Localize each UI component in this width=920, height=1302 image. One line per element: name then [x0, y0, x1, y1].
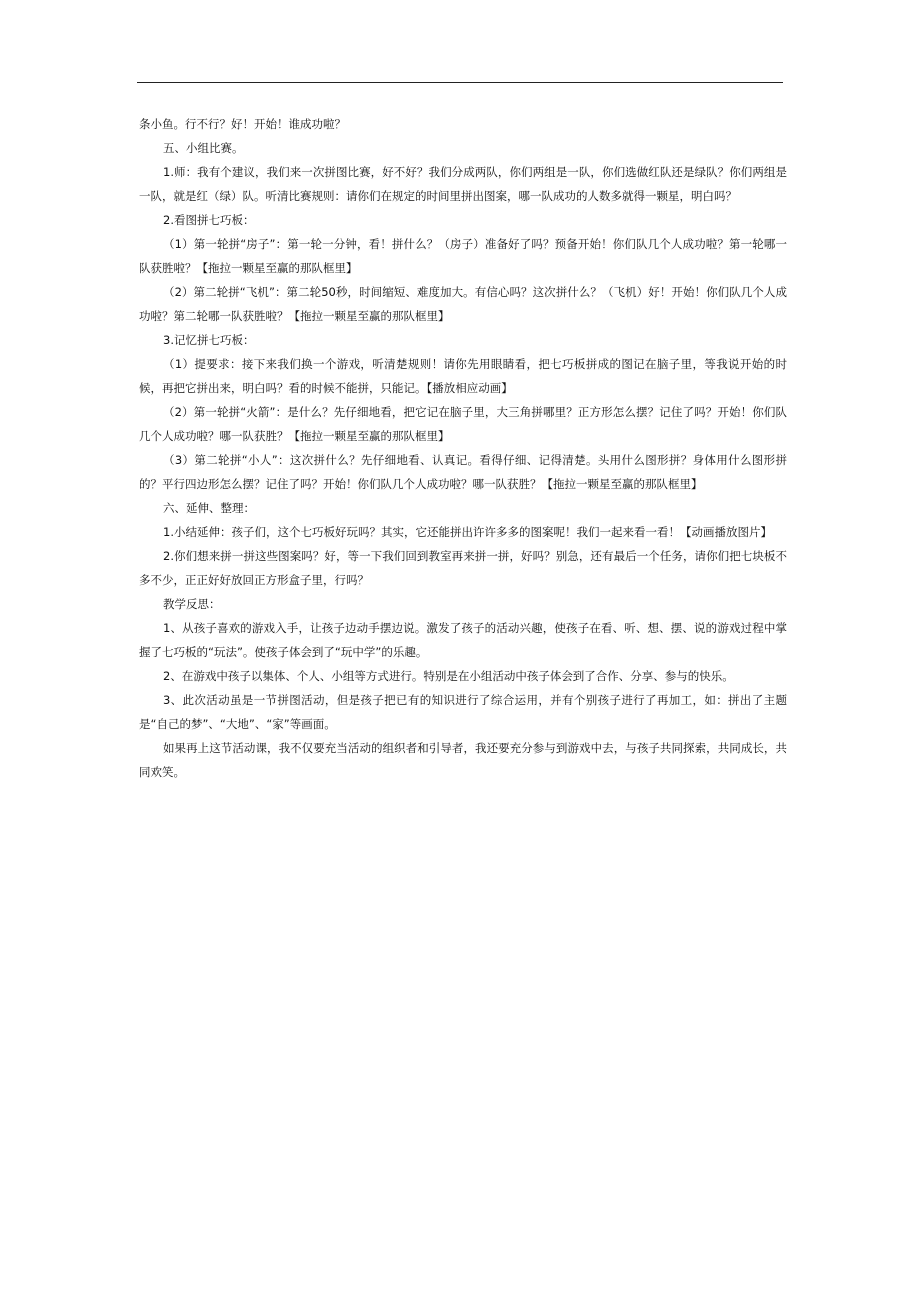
paragraph: （3）第二轮拼“小人”：这次拼什么？先仔细地看、认真记。看得仔细、记得清楚。头用什么图形拼？身体用什么图形拼的？平行四边形怎么摆？记住了吗？开始！你们队几个人成功啦？哪一队获胜？【拖拉一颗星至赢的那队框里】 [139, 453, 787, 491]
paragraph: 条小鱼。行不行？好！开始！谁成功啦？ [139, 117, 346, 131]
paragraph: 1、从孩子喜欢的游戏入手，让孩子边动手摆边说。激发了孩子的活动兴趣，使孩子在看、听、想、摆、说的游戏过程中掌握了七巧板的“玩法”。使孩子体会到了“玩中学”的乐趣。 [139, 621, 787, 659]
paragraph: 2.你们想来拼一拼这些图案吗？好，等一下我们回到教室再来拼一拼，好吗？别急，还有最后一个任务，请你们把七块板不多不少，正正好好放回正方形盒子里，行吗？ [139, 549, 787, 587]
header-rule [137, 82, 783, 83]
paragraph: （1）第一轮拼“房子”：第一轮一分钟，看！拼什么？（房子）准备好了吗？预备开始！你们队几个人成功啦？第一轮哪一队获胜啦？【拖拉一颗星至赢的那队框里】 [139, 237, 787, 275]
paragraph: 1.小结延伸：孩子们，这个七巧板好玩吗？其实，它还能拼出许许多多的图案呢！我们一起来看一看！【动画播放图片】 [163, 525, 772, 539]
paragraph: （2）第一轮拼“火箭”：是什么？先仔细地看，把它记在脑子里，大三角拼哪里？正方形怎么摆？记住了吗？开始！你们队几个人成功啦？哪一队获胜？【拖拉一颗星至赢的那队框里】 [139, 405, 787, 443]
paragraph: 如果再上这节活动课，我不仅要充当活动的组织者和引导者，我还要充分参与到游戏中去，与孩子共同探索，共同成长，共同欢笑。 [139, 741, 787, 779]
section-heading: 五、小组比赛。 [163, 141, 244, 155]
paragraph: （1）提要求：接下来我们换一个游戏，听清楚规则！请你先用眼睛看，把七巧板拼成的图记在脑子里，等我说开始的时候，再把它拼出来，明白吗？看的时候不能拼，只能记。【播放相应动画】 [139, 357, 787, 395]
section-heading: 教学反思： [163, 597, 221, 611]
paragraph: （2）第二轮拼“飞机”：第二轮50秒，时间缩短、难度加大。有信心吗？这次拼什么？（飞机）好！开始！你们队几个人成功啦？第二轮哪一队获胜啦？【拖拉一颗星至赢的那队框里】 [139, 285, 787, 323]
document-body [139, 112, 787, 784]
subsection-heading: 2.看图拼七巧板： [163, 213, 255, 227]
paragraph: 3、此次活动虽是一节拼图活动，但是孩子把已有的知识进行了综合运用，并有个别孩子进行了再加工，如：拼出了主题是“自己的梦”、“大地”、“家”等画面。 [139, 693, 787, 731]
paragraph: 1.师：我有个建议，我们来一次拼图比赛，好不好？我们分成两队，你们两组是一队，你们选做红队还是绿队？你们两组是一队，就是红（绿）队。听清比赛规则：请你们在规定的时间里拼出图案，哪一队成功的人数多就得一颗星，明白吗？ [139, 165, 787, 203]
paragraph: 2、在游戏中孩子以集体、个人、小组等方式进行。特别是在小组活动中孩子体会到了合作、分享、参与的快乐。 [163, 669, 734, 683]
subsection-heading: 3.记忆拼七巧板： [163, 333, 255, 347]
section-heading: 六、延伸、整理： [163, 501, 255, 515]
